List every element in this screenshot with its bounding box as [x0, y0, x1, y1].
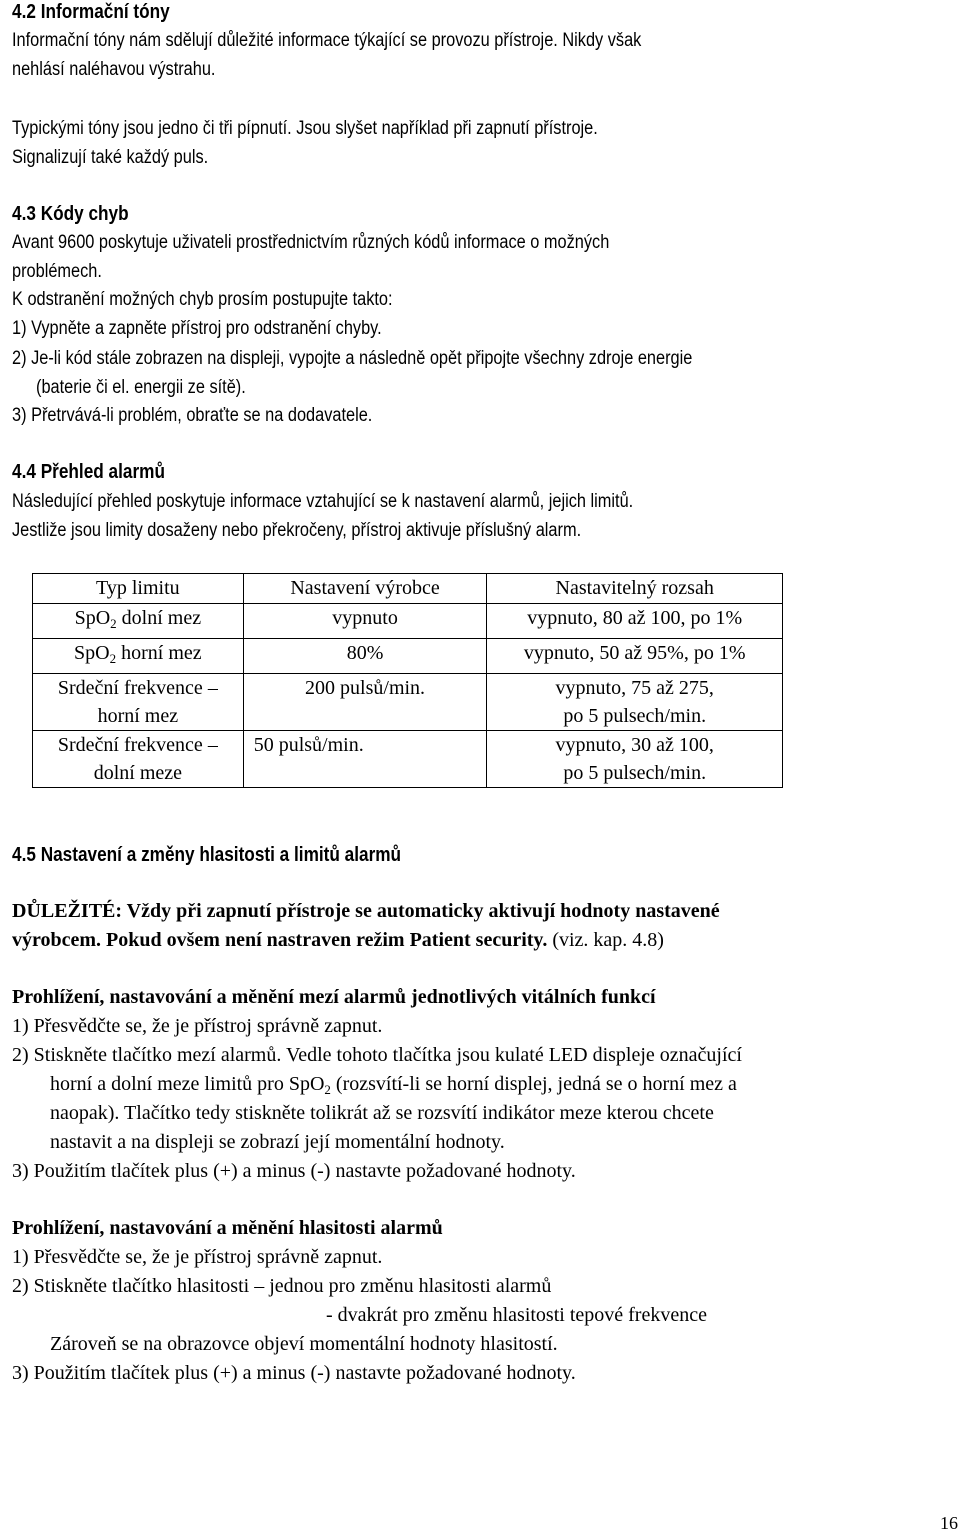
table-row — [33, 674, 783, 731]
limits-step2-line4: nastavit a na displeji se zobrazí její momentální hodnoty. — [50, 1131, 505, 1153]
table-row — [33, 731, 783, 788]
volume-subsection-heading: Prohlížení, nastavování a měnění hlasitosti alarmů — [12, 1217, 443, 1239]
table-header-row — [33, 574, 783, 604]
table-cell-factory: 80% — [243, 639, 487, 674]
volume-step3: 3) Použitím tlačítek plus (+) a minus (-) nastavte požadované hodnoty. — [12, 1362, 576, 1384]
table-cell-limit-type: SpO$_2$ horní mez — [33, 639, 244, 674]
section-4-4-heading: 4.4 Přehled alarmů — [12, 461, 165, 483]
section-4-3-para1-line2: problémech. — [12, 261, 102, 282]
section-4-3-heading: 4.3 Kódy chyb — [12, 203, 129, 225]
table-cell-limit-type: Srdeční frekvence – dolní meze — [33, 731, 244, 788]
important-note-line1: DŮLEŽITÉ: Vždy při zapnutí přístroje se automaticky aktivují hodnoty nastavené — [12, 900, 720, 922]
table-header-cell: Nastavení výrobce — [243, 574, 487, 604]
page-number: 16 — [940, 1513, 958, 1533]
table-header-cell: Nastavitelný rozsah — [487, 574, 783, 604]
table-cell-range: vypnuto, 75 až 275, po 5 pulsech/min. — [487, 674, 783, 731]
section-4-2-para2-line2: Signalizují také každý puls. — [12, 147, 209, 168]
limits-step3: 3) Použitím tlačítek plus (+) a minus (-) nastavte požadované hodnoty. — [12, 1160, 576, 1182]
table-cell-factory: 200 pulsů/min. — [243, 674, 487, 731]
table-cell-factory: 50 pulsů/min. — [243, 731, 487, 788]
important-note-line2: výrobcem. Pokud ovšem není nastraven režim Patient security. (viz. kap. 4.8) — [12, 929, 664, 951]
section-4-2-heading: 4.2 Informační tóny — [12, 1, 170, 23]
section-4-3-step2-line1: 2) Je-li kód stále zobrazen na displeji, vypojte a následně opět připojte všechny zdroje energie — [12, 348, 693, 369]
table-row — [33, 604, 783, 639]
section-4-4-para1: Následující přehled poskytuje informace vztahující se k nastavení alarmů, jejich limitů. — [12, 491, 634, 512]
table-cell-range: vypnuto, 80 až 100, po 1% — [487, 604, 783, 639]
table-cell-limit-type: Srdeční frekvence – horní mez — [33, 674, 244, 731]
alarm-limits-table — [32, 573, 783, 788]
section-4-4-para2: Jestliže jsou limity dosaženy nebo překročeny, přístroj aktivuje příslušný alarm. — [12, 520, 582, 541]
section-4-2-para2-line1: Typickými tóny jsou jedno či tři pípnutí. Jsou slyšet například při zapnutí přístroje. — [12, 118, 598, 139]
limits-step1: 1) Přesvědčte se, že je přístroj správně zapnut. — [12, 1015, 383, 1037]
section-4-3-para1-line1: Avant 9600 poskytuje uživateli prostřednictvím různých kódů informace o možných — [12, 232, 610, 253]
section-4-2-para1-line1: Informační tóny nám sdělují důležité informace týkající se provozu přístroje. Nikdy však — [12, 30, 642, 51]
section-4-5-heading: 4.5 Nastavení a změny hlasitosti a limitů alarmů — [12, 844, 402, 866]
section-4-3-step1: 1) Vypněte a zapněte přístroj pro odstranění chyby. — [12, 318, 382, 339]
volume-step2-line3: Zároveň se na obrazovce objeví momentální hodnoty hlasitostí. — [50, 1333, 558, 1355]
limits-subsection-heading: Prohlížení, nastavování a měnění mezí alarmů jednotlivých vitálních funkcí — [12, 986, 656, 1008]
limits-step2-line1: 2) Stiskněte tlačítko mezí alarmů. Vedle tohoto tlačítka jsou kulaté LED displeje označující — [12, 1044, 742, 1066]
volume-step2-line1: 2) Stiskněte tlačítko hlasitosti – jednou pro změnu hlasitosti alarmů — [12, 1275, 552, 1297]
table-cell-limit-type: SpO$_2$ dolní mez — [33, 604, 244, 639]
table-cell-range: vypnuto, 50 až 95%, po 1% — [487, 639, 783, 674]
limits-step2-line3: naopak). Tlačítko tedy stiskněte tolikrát až se rozsvítí indikátor meze kterou chcete — [50, 1102, 714, 1124]
section-4-3-para2: K odstranění možných chyb prosím postupujte takto: — [12, 289, 393, 310]
volume-step2-line2: - dvakrát pro změnu hlasitosti tepové frekvence — [326, 1304, 707, 1326]
table-header-cell: Typ limitu — [33, 574, 244, 604]
section-4-2-para1-line2: nehlásí naléhavou výstrahu. — [12, 59, 216, 80]
section-4-3-step2-line2: (baterie či el. energii ze sítě). — [36, 377, 246, 398]
table-cell-factory: vypnuto — [243, 604, 487, 639]
table-row — [33, 639, 783, 674]
limits-step2-line2: horní a dolní meze limitů pro SpO$_2$ (rozsvítí-li se horní displej, jedná se o horní mez a — [50, 1073, 737, 1097]
section-4-3-step3: 3) Přetrvává-li problém, obraťte se na dodavatele. — [12, 405, 373, 426]
volume-step1: 1) Přesvědčte se, že je přístroj správně zapnut. — [12, 1246, 383, 1268]
table-cell-range: vypnuto, 30 až 100, po 5 pulsech/min. — [487, 731, 783, 788]
